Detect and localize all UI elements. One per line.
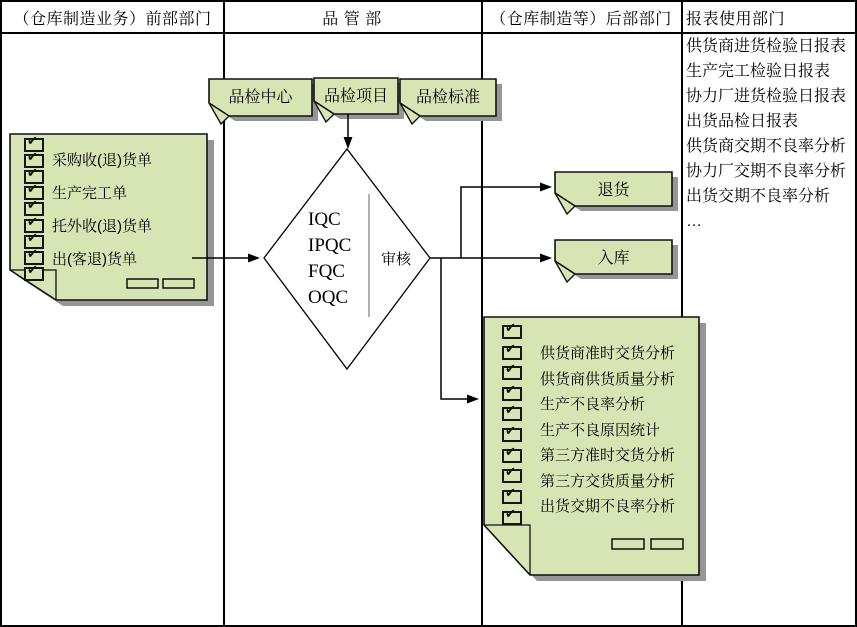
arrowhead [467, 395, 479, 404]
lane-header-rear-dept: （仓库制造等）后部部门 [490, 10, 672, 28]
checkbox-icon [24, 267, 44, 281]
qc-standard-note: 品检标准 [415, 89, 480, 106]
source-doc-item: 采购收(退)货单 [52, 151, 152, 169]
source-doc-item: 生产完工单 [52, 184, 128, 202]
arrowhead [540, 254, 552, 263]
lane-header-report-users: 报表使用部门 [686, 10, 786, 28]
source-doc-item: 出(客退)货单 [52, 250, 137, 268]
arrowhead [344, 137, 353, 149]
analysis-doc-item: 出货交期不良率分析 [540, 497, 676, 515]
lane-header-quality-dept: 品 管 部 [322, 10, 382, 28]
connector-diamond-to-analysis [441, 258, 467, 399]
checkbox-icon [502, 490, 522, 504]
decision-line: FQC [308, 261, 345, 282]
report-item: 协力厂进货检验日报表 [686, 88, 847, 105]
analysis-doc-item: 供货商准时交货分析 [540, 344, 676, 362]
report-item: 协力厂交期不良率分析 [686, 163, 847, 180]
report-item: 供货商进货检验日报表 [686, 38, 847, 55]
decision-line: IQC [308, 209, 341, 230]
arrowhead [540, 183, 552, 192]
checkbox-icon [502, 511, 522, 525]
report-item: … [686, 213, 702, 230]
checkbox-icon [502, 387, 522, 401]
checkbox-icon [502, 428, 522, 442]
report-item: 出货交期不良率分析 [686, 188, 831, 205]
checkbox-icon [502, 407, 522, 421]
analysis-doc-item: 生产不良率分析 [540, 395, 646, 413]
checkbox-icon [502, 366, 522, 380]
stock-in-note: 入库 [597, 250, 630, 267]
decision-audit-label: 审核 [380, 251, 411, 268]
return-note: 退货 [597, 182, 630, 199]
report-item: 出货品检日报表 [686, 113, 799, 130]
analysis-doc-item: 供货商供货质量分析 [540, 370, 676, 388]
decision-line: IPQC [308, 235, 352, 256]
decision-qc-types [308, 207, 351, 311]
analysis-doc-item: 生产不良原因统计 [540, 421, 661, 439]
connector-diamond-to-return [461, 187, 540, 258]
checkbox-icon [502, 469, 522, 483]
report-item: 供货商交期不良率分析 [686, 138, 847, 155]
lane-header-front-dept: （仓库制造业务）前部部门 [13, 10, 212, 28]
checkbox-icon [502, 449, 522, 463]
source-doc-item: 托外收(退)货单 [52, 217, 152, 235]
checkbox-icon [502, 346, 522, 360]
arrowhead [248, 254, 260, 263]
qc-center-note: 品检中心 [228, 89, 293, 106]
analysis-doc-item: 第三方交货质量分析 [540, 472, 676, 490]
decision-line: OQC [308, 287, 349, 308]
checkbox-icon [502, 325, 522, 339]
qc-items-note: 品检项目 [323, 87, 388, 105]
report-item: 生产完工检验日报表 [686, 63, 831, 80]
analysis-doc-item: 第三方准时交货分析 [540, 446, 676, 464]
